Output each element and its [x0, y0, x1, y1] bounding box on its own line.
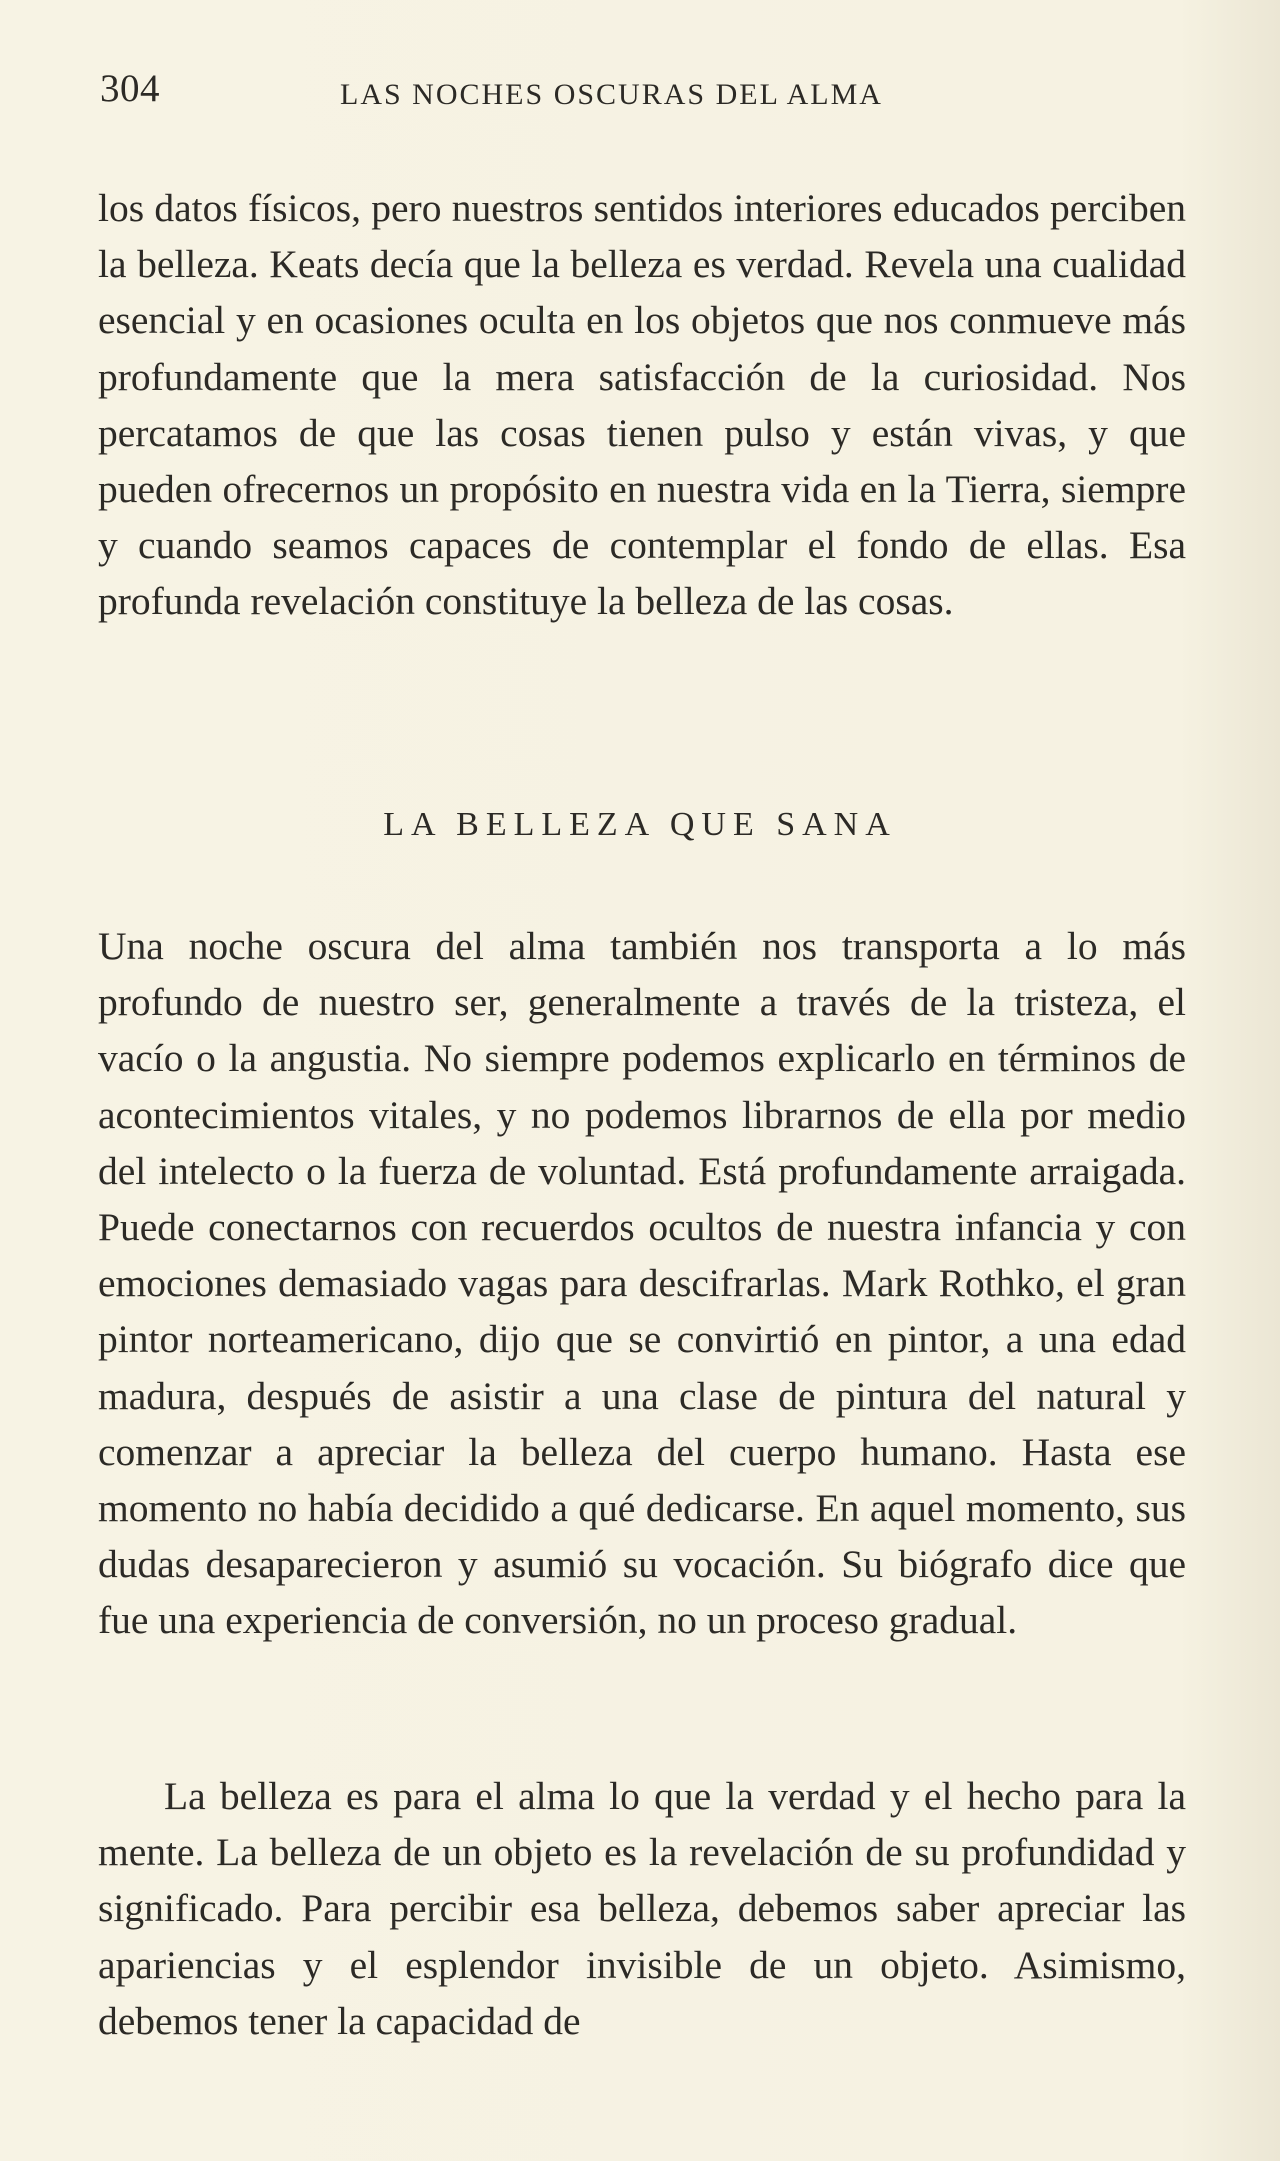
paragraph-1: los datos físicos, pero nuestros sentidos interiores educados perciben la belleza. Keats decía que la belleza es verdad. Revela una cualidad esencial y en ocasiones oculta en los objetos que nos conmueve más profundamente que la mera satisfacción de la curiosidad. Nos percatamos de que las cosas tienen pulso y están vivas, y que pueden ofrecernos un propósito en nuestra vida en la Tierra, siempre y cuando seamos capaces de contemplar el fondo de ellas. Esa profunda revelación constituye la belleza de las cosas.: [98, 186, 1186, 624]
paragraph-3: La belleza es para el alma lo que la verdad y el hecho para la mente. La belleza de un objeto es la revelación de su profundidad y significado. Para percibir esa belleza, debemos saber apreciar las apariencias y el esplendor invisible de un objeto. Asimismo, debemos tener la capacidad de: [98, 1774, 1186, 2043]
section-heading: LA BELLEZA QUE SANA: [383, 806, 897, 843]
page-number: 304: [100, 67, 160, 110]
running-head: LAS NOCHES OSCURAS DEL ALMA: [340, 78, 883, 111]
paragraph-2: Una noche oscura del alma también nos transporta a lo más profundo de nuestro ser, generalmente a través de la tristeza, el vacío o la angustia. No siempre podemos explicarlo en términos de acontecimientos vitales, y no podemos librarnos de ella por medio del intelecto o la fuerza de voluntad. Está profundamente arraigada. Puede conectarnos con recuerdos ocultos de nuestra infancia y con emociones demasiado vagas para descifrarlas. Mark Rothko, el gran pintor norteamericano, dijo que se convirtió en pintor, a una edad madura, después de asistir a una clase de pintura del natural y comenzar a apreciar la belleza del cuerpo humano. Hasta ese momento no había decidido a qué dedicarse. En aquel momento, sus dudas desaparecieron y asumió su vocación. Su biógrafo dice que fue una experiencia de conversión, no un proceso gradual.: [98, 924, 1186, 1643]
page-header: [100, 66, 1185, 126]
